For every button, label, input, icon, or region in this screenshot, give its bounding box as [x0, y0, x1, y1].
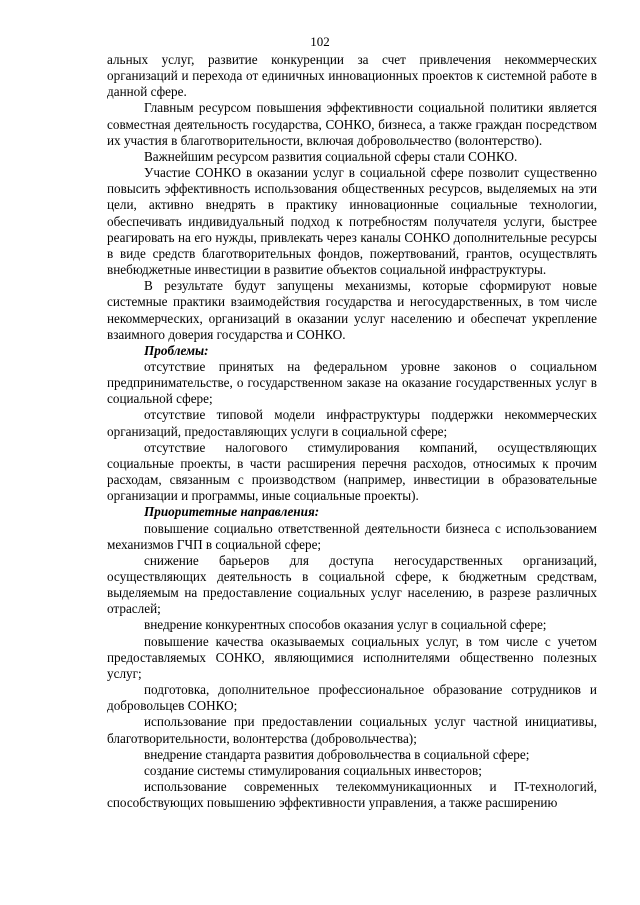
list-item: повышение качества оказываемых социальных услуг, в том числе с учетом предоставляемых СОНКО, являющимися исполнителями общественно полезных услуг;	[107, 633, 597, 681]
list-item: отсутствие налогового стимулирования компаний, осуществляющих социальные проекты, в части расширения перечня расходов, относимых к прочим расходам, связанным с производством (например, инвестиции в образовательные организации и программы, иные социальные проекты).	[107, 439, 597, 504]
paragraph: альных услуг, развитие конкуренции за счет привлечения некоммерческих организаций и перехода от единичных инновационных проектов к системной работе в данной сфере.	[107, 52, 597, 100]
list-item: внедрение стандарта развития добровольчества в социальной сфере;	[144, 746, 530, 762]
section-heading-problems: Проблемы:	[144, 342, 209, 358]
list-item: внедрение конкурентных способов оказания услуг в социальной сфере;	[144, 617, 547, 633]
paragraph: Участие СОНКО в оказании услуг в социальной сфере позволит существенно повысить эффективность использования общественных ресурсов, выделяемых на эти цели, активно внедрять в практику инновационные социальные технологии, обеспечивать индивидуальный подход к потребностям получателя услуги, быстрее реагировать на его нужды, привлекать через каналы СОНКО дополнительные ресурсы в виде средств благотворительных фондов, пожертвований, грантов, осуществлять внебюджетные инвестиции в развитие объектов социальной инфраструктуры.	[107, 165, 597, 278]
paragraph: В результате будут запущены механизмы, которые сформируют новые системные практики взаимодействия государства и негосударственных, в том числе некоммерческих, организаций в оказании услуг населению и обеспечат укрепление взаимного доверия государства и СОНКО.	[107, 278, 597, 342]
page-number: 102	[310, 34, 330, 49]
paragraph: Важнейшим ресурсом развития социальной сферы стали СОНКО.	[144, 148, 518, 164]
list-item: отсутствие типовой модели инфраструктуры поддержки некоммерческих организаций, предоставляющих услуги в социальной сфере;	[107, 407, 597, 439]
list-item: повышение социально ответственной деятельности бизнеса с использованием механизмов ГЧП в социальной сфере;	[107, 520, 597, 552]
page-body	[107, 52, 597, 811]
list-item: снижение барьеров для доступа негосударственных организаций, осуществляющих деятельность в социальной сфере, к бюджетным средствам, выделяемым на предоставление социальных услуг населению, в разрезе различных отраслей;	[107, 552, 597, 617]
paragraph: Главным ресурсом повышения эффективности социальной политики является совместная деятельность государства, СОНКО, бизнеса, а также граждан посредством их участия в благотворительности, включая добровольчество (волонтерство).	[107, 100, 597, 148]
list-item: подготовка, дополнительное профессиональное образование сотрудников и добровольцев СОНКО;	[107, 682, 597, 714]
list-item: отсутствие принятых на федеральном уровне законов о социальном предпринимательстве, о государственном заказе на оказание государственных услуг в социальной сфере;	[107, 358, 597, 407]
list-item: использование современных телекоммуникационных и IT-технологий, способствующих повышению эффективности управления, а также расширению	[107, 779, 597, 811]
list-item: создание системы стимулирования социальных инвесторов;	[144, 762, 482, 778]
section-heading-priorities: Приоритетные направления:	[144, 504, 320, 520]
list-item: использование при предоставлении социальных услуг частной инициативы, благотворительности, волонтерства (добровольчества);	[107, 714, 597, 746]
